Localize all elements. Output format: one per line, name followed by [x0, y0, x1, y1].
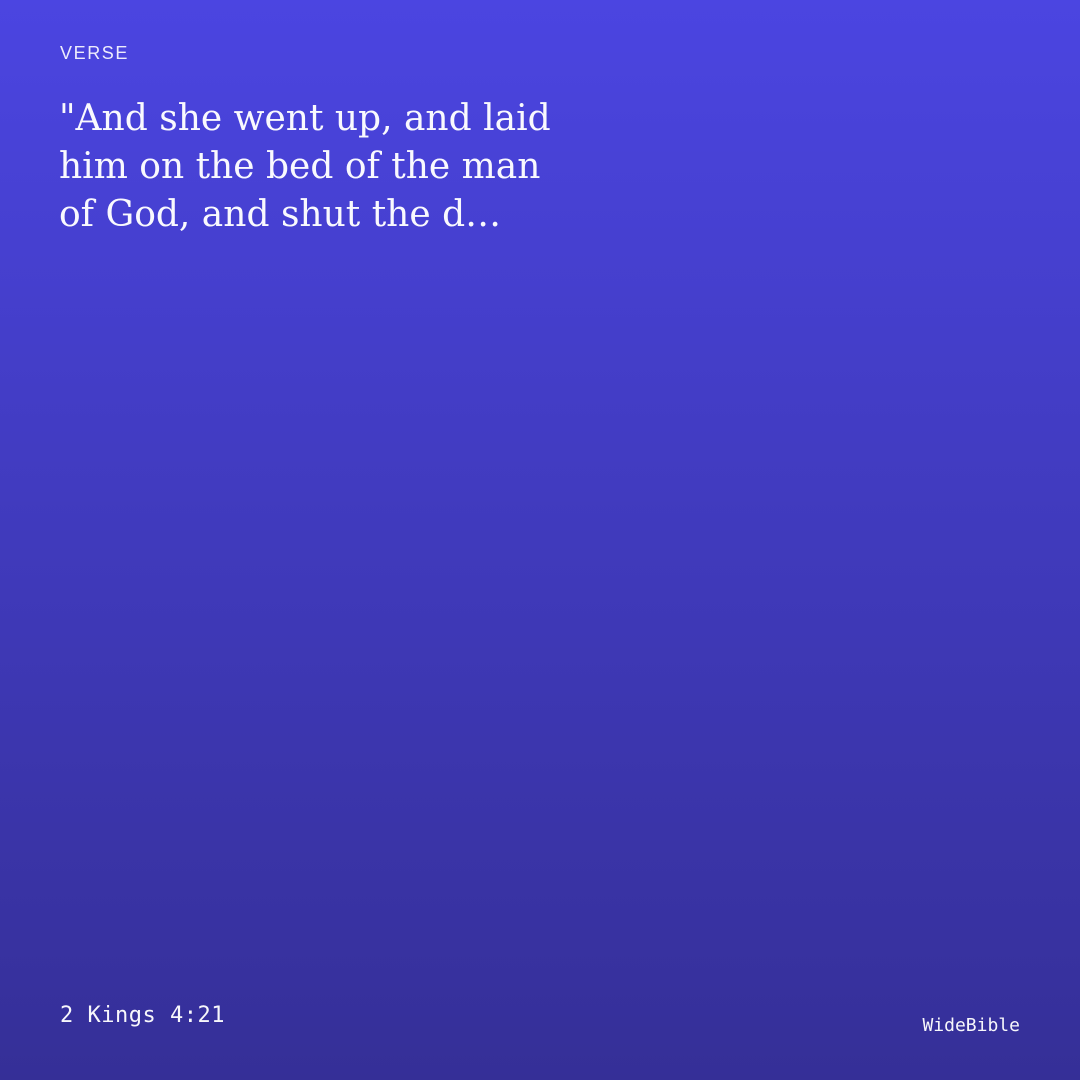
- verse-reference: 2 Kings 4:21: [60, 1003, 225, 1028]
- brand-watermark: WideBible: [922, 1015, 1020, 1036]
- quote-line-3: of God, and shut the d…: [59, 194, 502, 235]
- quote-line-1: "And she went up, and laid: [59, 98, 551, 139]
- quote-line-2: him on the bed of the man: [59, 146, 541, 187]
- verse-label: VERSE: [60, 43, 130, 63]
- quote-text: [59, 95, 619, 239]
